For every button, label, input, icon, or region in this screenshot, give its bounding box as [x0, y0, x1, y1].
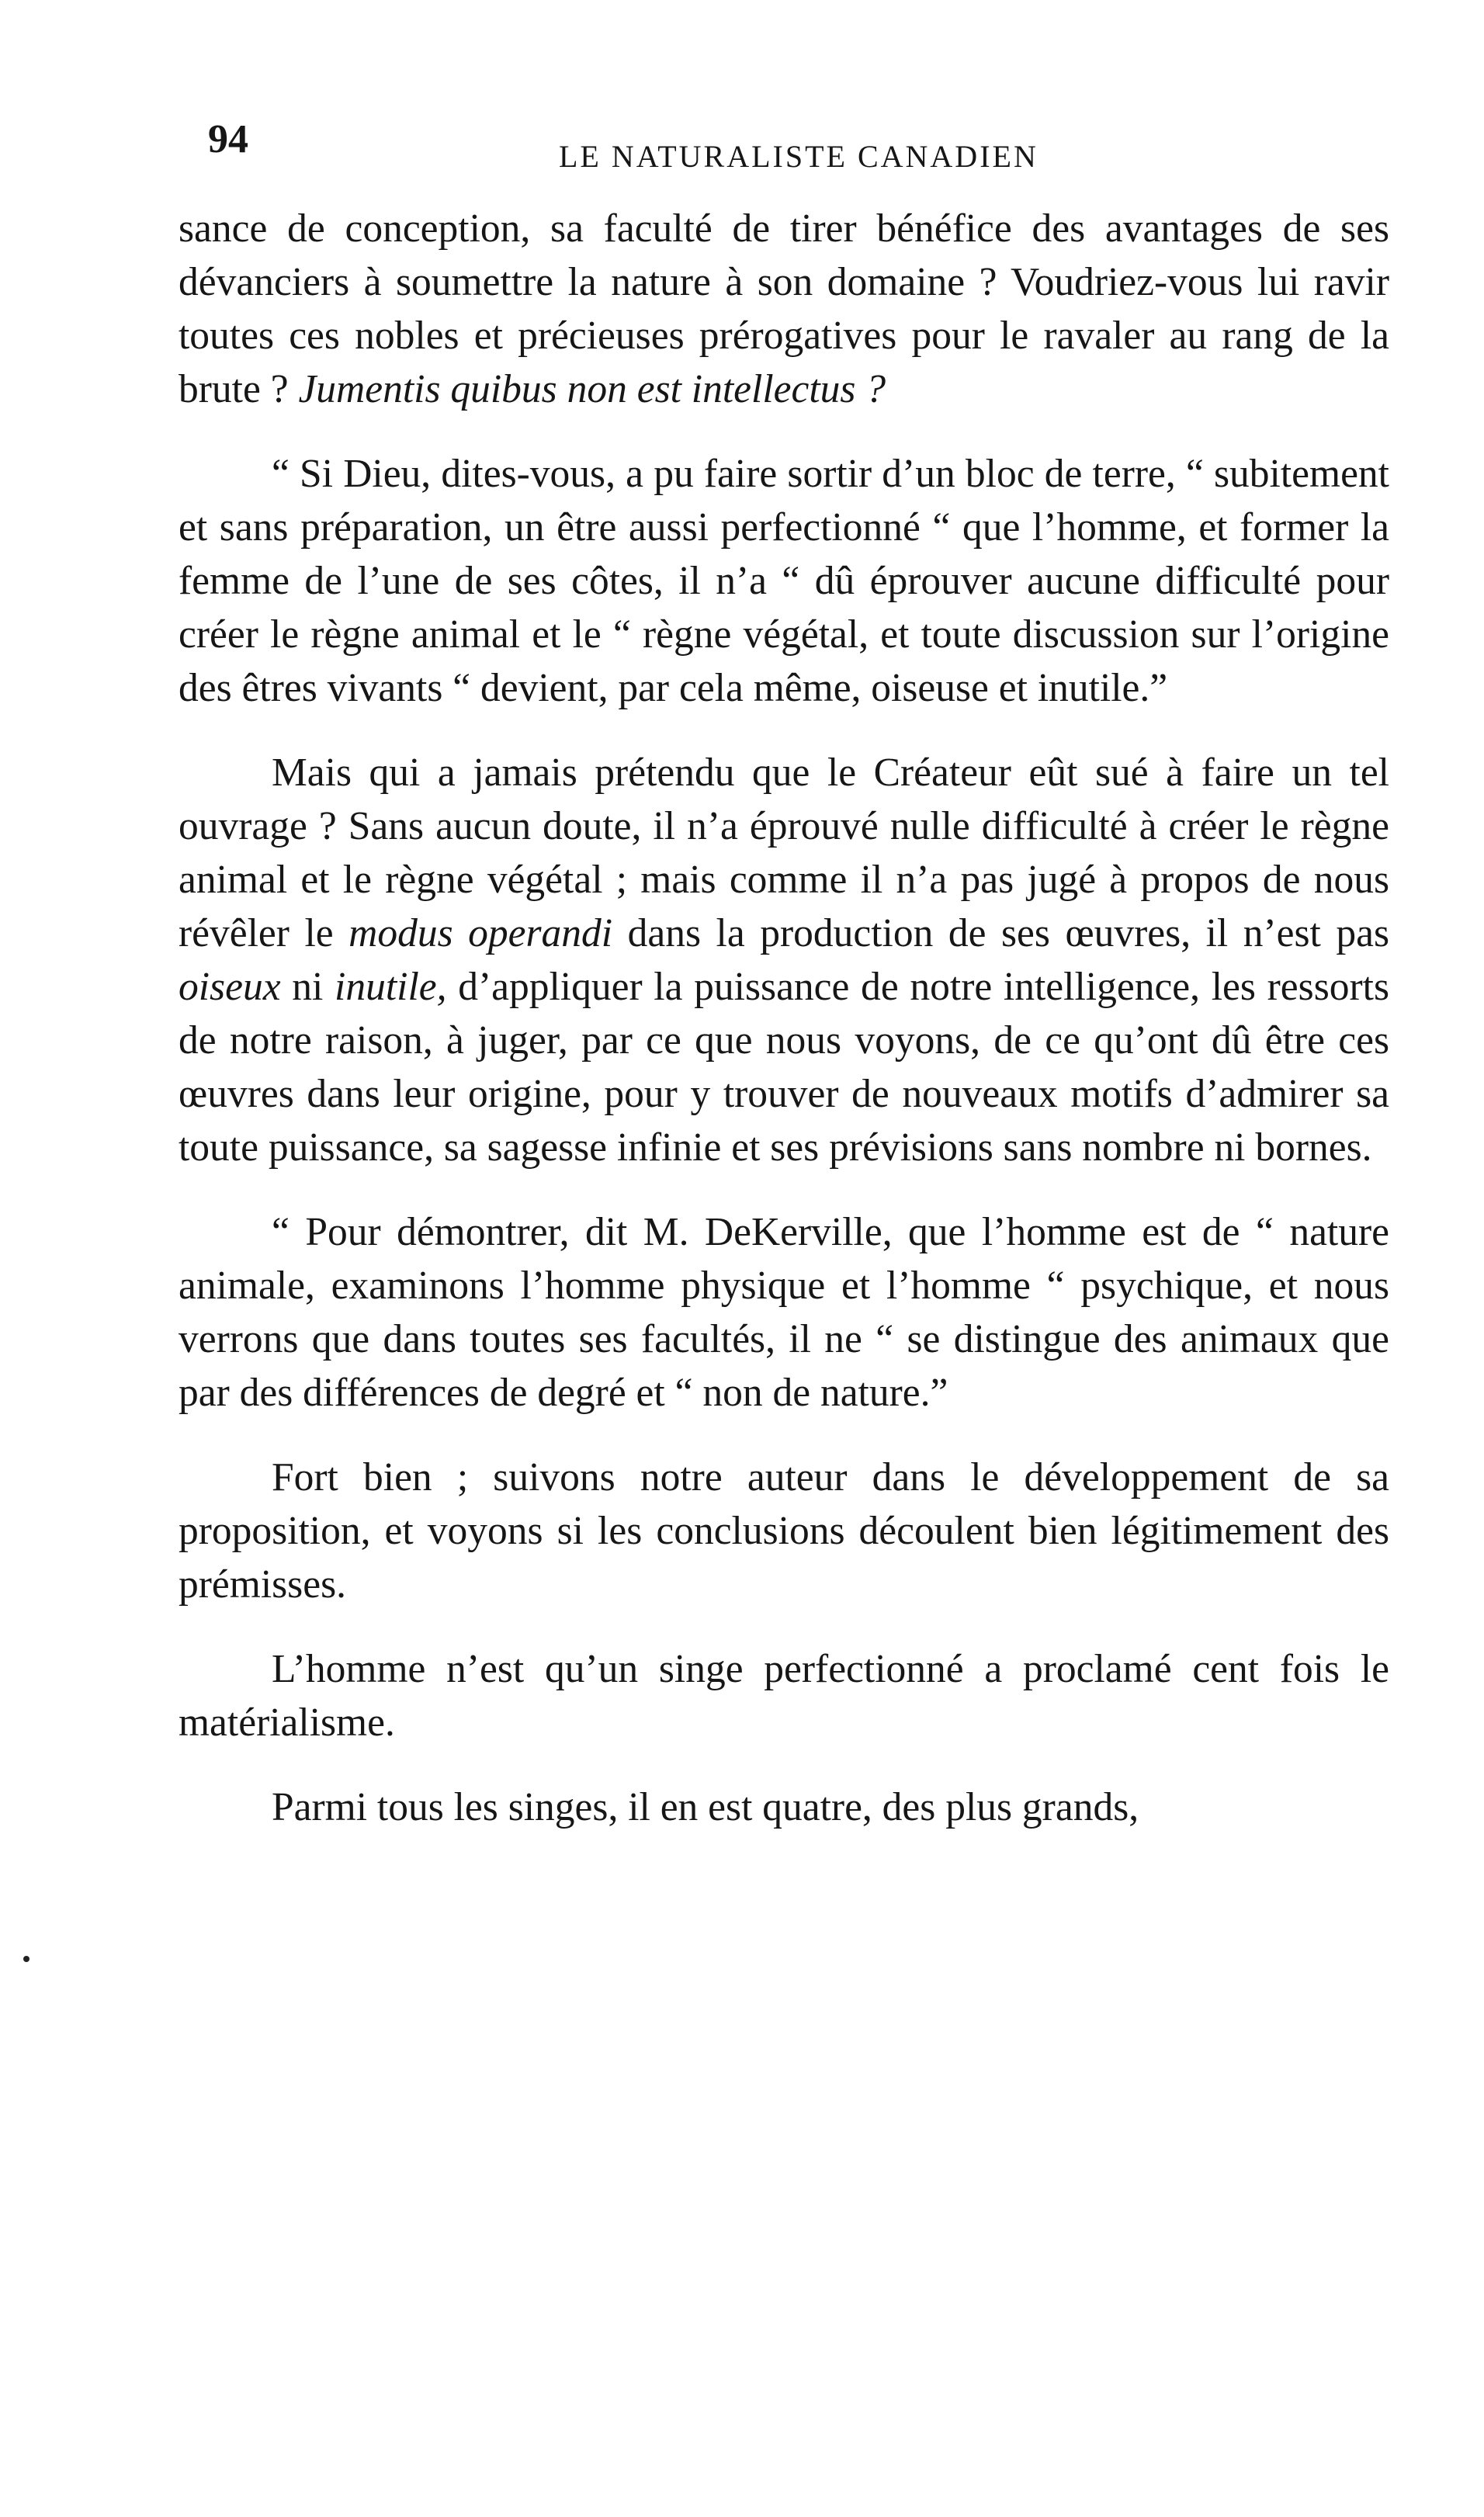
quoted-paragraph	[179, 1205, 1389, 1420]
text-segment: sance de conception, sa faculté de tirer bénéfice des avantages de ses dévanciers à soumettre la nature à son domaine ? Voudriez-vous lui ravir toutes ces nobles et précieuses prérogatives pour le ravaler au rang de la brute ?	[179, 206, 1389, 411]
paragraph	[179, 1451, 1389, 1611]
text-segment: L’homme n’est qu’un singe perfectionné a proclamé cent fois le matérialisme.	[179, 1647, 1389, 1745]
paragraph	[179, 202, 1389, 416]
page-number: 94	[208, 117, 248, 161]
italic-text: modus operandi	[348, 911, 613, 955]
running-title: LE NATURALISTE CANADIEN	[559, 139, 1038, 174]
print-speck	[23, 1956, 29, 1962]
paragraph	[179, 1642, 1389, 1749]
italic-text: Jumentis quibus non est intellectus ?	[298, 367, 886, 411]
paragraph	[179, 1780, 1389, 1834]
text-segment: ni	[280, 965, 335, 1009]
text-segment: d’appliquer la puissance de notre intelligence, les ressorts de notre raison, à juger, par ce que nous voyons, de ce qu’ont dû être ces œuvres dans leur origine, pour y trouver de nouveaux motifs d’admirer sa toute puissance, sa sagesse infinie et ses prévisions sans nombre ni bornes.	[179, 965, 1389, 1170]
text-segment: Fort bien ; suivons notre auteur dans le développement de sa proposition, et voyons si les conclusions découlent bien légitimement des prémisses.	[179, 1455, 1389, 1607]
text-segment: Parmi tous les singes, il en est quatre, des plus grands,	[272, 1785, 1139, 1829]
body-text	[179, 202, 1389, 1834]
text-segment: Mais qui a jamais prétendu que le Créateur eût sué à faire un tel ouvrage ? Sans aucun doute, il n’a éprouvé nulle difficulté à créer le règne animal et le règne végétal ; mais comme il n’a pas jugé à propos de nous révêler le	[179, 751, 1389, 955]
quoted-paragraph	[179, 447, 1389, 715]
paragraph	[179, 746, 1389, 1174]
italic-text: oiseux	[179, 965, 281, 1009]
italic-text: inutile,	[335, 965, 447, 1009]
text-segment: “ Pour démontrer, dit M. DeKerville, que l’homme est de “ nature animale, examinons l’homme physique et l’homme “ psychique, et nous verrons que dans toutes ses facultés, il ne “ se distingue des animaux que par des différences de degré et “ non de nature.”	[179, 1210, 1389, 1415]
page-header	[179, 116, 1391, 202]
text-segment: “ Si Dieu, dites-vous, a pu faire sortir d’un bloc de terre, “ subitement et sans préparation, un être aussi perfectionné “ que l’homme, et former la femme de l’une de ses côtes, il n’a “ dû éprouver aucune difficulté pour créer le règne animal et le “ règne végétal, et toute discussion sur l’origine des êtres vivants “ devient, par cela même, oiseuse et inutile.”	[179, 452, 1389, 710]
text-segment: dans la production de ses œuvres, il n’est pas	[612, 911, 1389, 955]
